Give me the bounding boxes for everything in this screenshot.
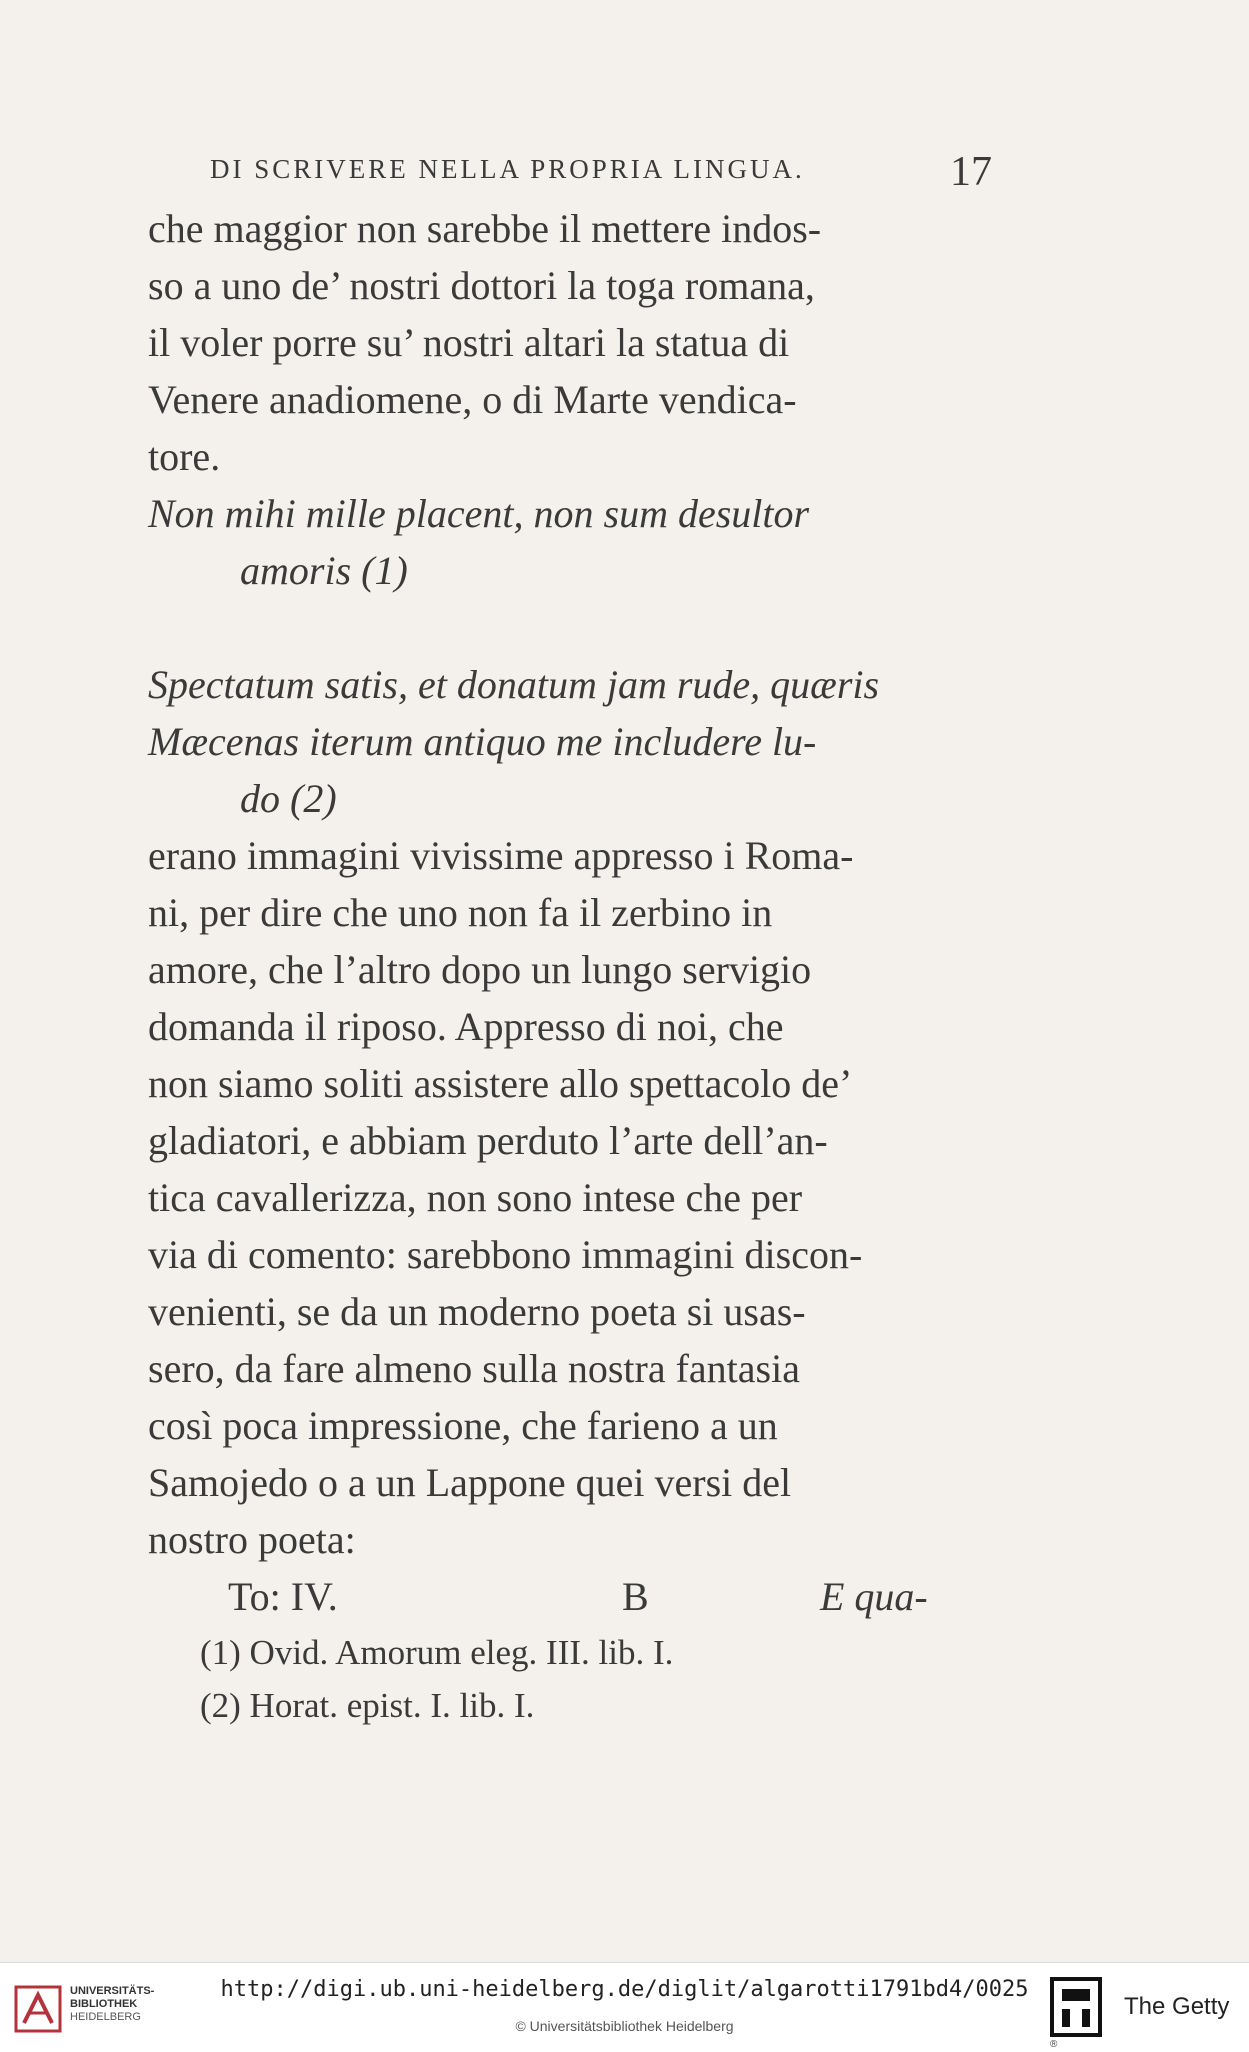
getty-logo-icon (1048, 1975, 1104, 2039)
copyright-notice: © Universitätsbibliothek Heidelberg (515, 2018, 734, 2034)
text-line: nostro poeta: (148, 1517, 356, 1562)
text-line: così poca impressione, che farieno a un (148, 1403, 778, 1448)
registered-mark: ® (1050, 2039, 1058, 2050)
text-line: domanda il riposo. Appresso di noi, che (148, 1004, 784, 1049)
latin-verse-line: amoris (1) (240, 548, 408, 593)
footnote: (1) Ovid. Amorum eleg. III. lib. I. (200, 1633, 674, 1672)
signature-mark: B (622, 1574, 649, 1619)
text-line: tore. (148, 434, 221, 479)
getty-name: The Getty (1124, 1993, 1230, 2020)
text-line: erano immagini vivissime appresso i Roma- (148, 833, 854, 878)
footnote: (2) Horat. epist. I. lib. I. (200, 1686, 535, 1725)
permalink-url[interactable]: http://digi.ub.uni-heidelberg.de/diglit/algarotti1791bd4/0025 (220, 1977, 1029, 2002)
latin-verse-line: do (2) (240, 776, 337, 821)
text-line: Samojedo o a un Lappone quei versi del (148, 1460, 792, 1505)
library-name-line: HEIDELBERG (70, 2011, 141, 2023)
latin-verse-line: Mæcenas iterum antiquo me includere lu- (148, 719, 817, 764)
latin-verse-line: Non mihi mille placent, non sum desultor (148, 491, 810, 536)
text-line: sero, da fare almeno sulla nostra fantasia (148, 1346, 800, 1391)
library-name-line: UNIVERSITÄTS- (70, 1985, 155, 1997)
signature-volume: To: IV. (228, 1574, 338, 1619)
text-line: via di comento: sarebbono immagini discon- (148, 1232, 863, 1277)
text-line: tica cavallerizza, non sono intese che per (148, 1175, 803, 1220)
latin-verse-line: Spectatum satis, et donatum jam rude, quæris (148, 662, 880, 707)
viewer-footer (0, 1962, 1249, 2052)
text-line: gladiatori, e abbiam perduto l’arte dell’an- (148, 1118, 828, 1163)
text-line: amore, che l’altro dopo un lungo servigio (148, 947, 812, 992)
text-line: non siamo soliti assistere allo spettacolo de’ (148, 1061, 853, 1106)
text-line: so a uno de’ nostri dottori la toga romana, (148, 263, 815, 308)
text-line: il voler porre su’ nostri altari la statua di (148, 320, 790, 365)
library-name-line: BIBLIOTHEK (70, 1998, 138, 2010)
catchword: E qua- (820, 1574, 928, 1619)
text-line: ni, per dire che uno non fa il zerbino in (148, 890, 773, 935)
text-line: Venere anadiomene, o di Marte vendica- (148, 377, 797, 422)
text-line: venienti, se da un moderno poeta si usas- (148, 1289, 806, 1334)
text-line: che maggior non sarebbe il mettere indos- (148, 206, 822, 251)
page-number: 17 (950, 149, 992, 195)
running-header: DI SCRIVERE NELLA PROPRIA LINGUA. (210, 154, 805, 184)
